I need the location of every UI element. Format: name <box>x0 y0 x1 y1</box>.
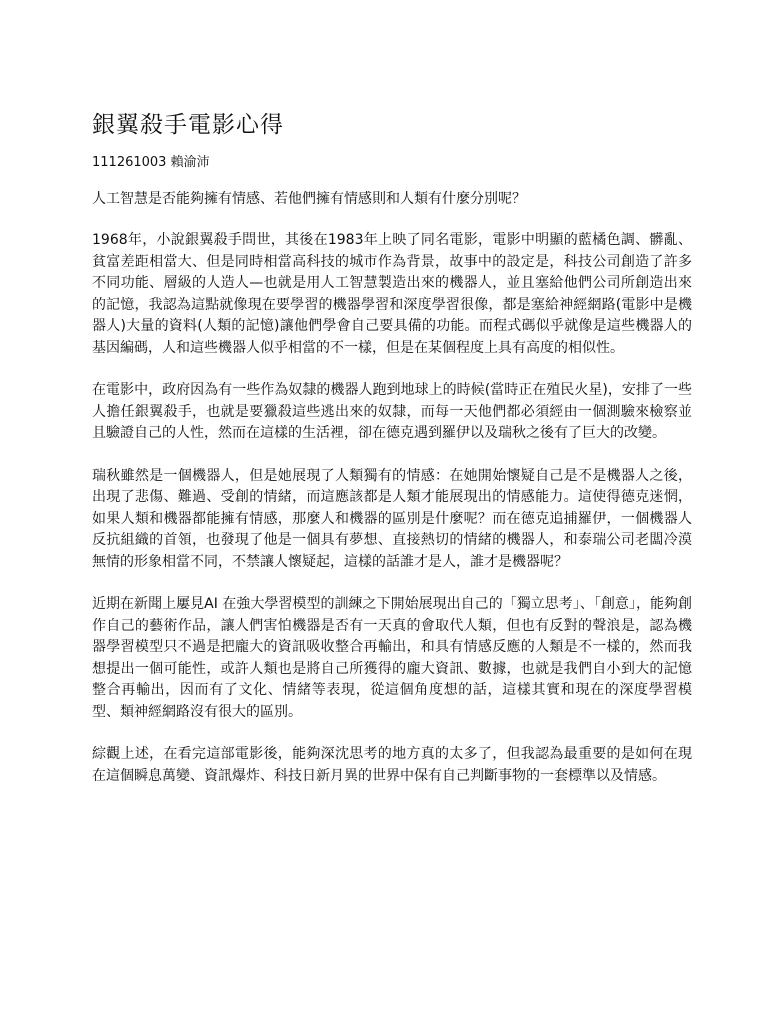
author-line: 111261003 賴渝沛 <box>92 155 210 170</box>
paragraph-5: 綜觀上述，在看完這部電影後，能夠深沈思考的地方真的太多了，但我認為最重要的是如何在現在這個瞬息萬變、資訊爆炸、科技日新月異的世界中保有自己判斷事物的一套標準以及情感。 <box>92 746 692 784</box>
question-line: 人工智慧是否能夠擁有情感、若他們擁有情感則和人類有什麼分別呢？ <box>92 191 526 207</box>
document-title: 銀翼殺手電影心得 <box>92 112 284 138</box>
document-page <box>92 110 692 808</box>
paragraph-1: 1968年，小說銀翼殺手問世，其後在1983年上映了同名電影，電影中明顯的藍橘色調、髒亂、貧富差距相當大、但是同時相當高科技的城市作為背景，故事中的設定是，科技公司創造了許多不同功能、層級的人造人—也就是用人工智慧製造出來的機器人，並且塞給他們公司所創造出來的記憶，我認為這點就像現在要學習的機器學習和深度學習很像，都是塞給神經網路(電影中是機器人)大量的資料(人類的記憶)讓他們學會自己要具備的功能。而程式碼似乎就像是這些機器人的基因編碼，人和這些機器人似乎相當的不一樣，但是在某個程度上具有高度的相似性。 <box>92 232 692 356</box>
paragraph-2: 在電影中，政府因為有一些作為奴隸的機器人跑到地球上的時候(當時正在殖民火星)，安排了一些人擔任銀翼殺手，也就是要獵殺這些逃出來的奴隸，而每一天他們都必須經由一個測驗來檢察並且驗證自己的人性，然而在這樣的生活裡，卻在德克遇到羅伊以及瑞秋之後有了巨大的改變。 <box>92 382 692 441</box>
paragraph-3: 瑞秋雖然是一個機器人，但是她展現了人類獨有的情感：在她開始懷疑自己是不是機器人之後，出現了悲傷、難過、受創的情緒，而這應該都是人類才能展現出的情感能力。這使得德克迷惘，如果人類和機器都能擁有情感，那麼人和機器的區別是什麼呢？而在德克追捕羅伊，一個機器人反抗組織的首領，也發現了他是一個具有夢想、直接熱切的情緒的機器人，和泰瑞公司老闆冷漠無情的形象相當不同，不禁讓人懷疑起，這樣的話誰才是人，誰才是機器呢？ <box>92 467 692 570</box>
paragraph-4: 近期在新聞上屢見AI 在強大學習模型的訓練之下開始展現出自己的「獨立思考」、「創意」，能夠創作自己的藝術作品，讓人們害怕機器是否有一天真的會取代人類，但也有反對的聲浪是，認為機器學習模型只不過是把龐大的資訊吸收整合再輸出，和具有情感反應的人類是不一樣的，然而我想提出一個可能性，或許人類也是將自己所獲得的龐大資訊、數據，也就是我們自小到大的記憶整合再輸出，因而有了文化、情緒等表現，從這個角度想的話，這樣其實和現在的深度學習模型、類神經網路沒有很大的區別。 <box>92 596 692 720</box>
